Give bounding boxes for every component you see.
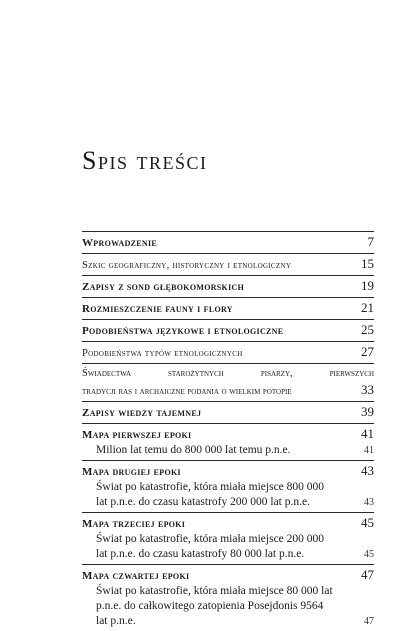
toc-word: Świadectwa (82, 368, 131, 379)
toc-word: pierwszych (329, 368, 374, 379)
toc-entry-zapisy-sond[interactable] (82, 276, 374, 297)
toc-label: Podobieństwa typów etnologicznych (82, 348, 243, 359)
toc-page-number: 21 (361, 300, 374, 315)
toc-page-number: 41 (361, 426, 374, 441)
toc-sub-label: Świat po katastrofie, która miała miejsce 200 000 (96, 533, 325, 545)
toc-sub-page-number: 41 (364, 445, 374, 456)
toc-page-number: 25 (361, 322, 374, 337)
toc-page-number: 19 (361, 278, 374, 293)
toc-label: Mapa czwartej epoki (82, 570, 190, 582)
toc-entry-mapa-3[interactable] (82, 513, 374, 564)
toc-sub-label: lat p.n.e. do czasu katastrofy 200 000 lat p.n.e. (96, 496, 310, 508)
toc-page-number: 39 (361, 404, 374, 419)
toc-sub-page-number: 47 (364, 616, 374, 627)
toc-entry-wprowadzenie[interactable] (82, 232, 374, 253)
toc-sub-label: p.n.e. do całkowitego zatopienia Posejdonis 9564 (96, 600, 324, 612)
toc-label: Rozmieszczenie fauny i flory (82, 303, 233, 315)
toc-page-number: 7 (367, 234, 374, 249)
toc-page-number: 27 (361, 344, 374, 359)
toc-label: Zapisy z sond głębokomorskich (82, 281, 245, 293)
toc-label: Wprowadzenie (82, 237, 158, 249)
toc-word: starożytnych (168, 368, 224, 379)
toc-word: pisarzy, (260, 368, 293, 379)
toc-page-number: 33 (361, 382, 374, 397)
toc-entry-typow[interactable] (82, 342, 374, 363)
toc-sub-page-number: 43 (364, 497, 374, 508)
toc-sub-label: lat p.n.e. do czasu katastrofy 80 000 lat p.n.e. (96, 548, 305, 560)
toc-sub-label: lat p.n.e. (96, 615, 136, 627)
toc-label: Mapa drugiej epoki (82, 466, 181, 478)
toc-sub-label: Świat po katastrofie, która miała miejsce 800 000 (96, 481, 325, 493)
toc-entry-szkic[interactable] (82, 254, 374, 275)
toc-entry-mapa-4[interactable] (82, 565, 374, 631)
toc-label-line (82, 366, 374, 382)
toc-page-number: 47 (361, 567, 374, 582)
toc-label: Mapa trzeciej epoki (82, 518, 186, 530)
toc-entry-wiedza[interactable] (82, 402, 374, 423)
toc-entry-fauna[interactable] (82, 298, 374, 319)
toc-label: Szkic geograficzny, historyczny i etnologiczny (82, 260, 292, 271)
toc-label: Podobieństwa językowe i etnologiczne (82, 325, 284, 337)
table-of-contents (82, 231, 374, 631)
toc-entry-mapa-1[interactable] (82, 424, 374, 460)
toc-entry-mapa-2[interactable] (82, 461, 374, 512)
toc-sub-label: Milion lat temu do 800 000 lat temu p.n.e. (96, 444, 291, 456)
toc-sub-page-number: 45 (364, 549, 374, 560)
toc-page-number: 45 (361, 515, 374, 530)
toc-page-number: 15 (361, 256, 374, 271)
toc-label: tradycji ras i archaiczne podania o wielkim potopie (82, 386, 292, 397)
toc-label: Mapa pierwszej epoki (82, 429, 192, 441)
page-title: Spis treści (82, 146, 208, 175)
toc-page-number: 43 (361, 463, 374, 478)
toc-sub-label: Świat po katastrofie, która miała miejsce 80 000 lat (96, 585, 333, 597)
toc-label: Zapisy wiedzy tajemnej (82, 407, 202, 419)
toc-entry-jezykowe[interactable] (82, 320, 374, 341)
toc-entry-swiadectwa[interactable] (82, 364, 374, 401)
